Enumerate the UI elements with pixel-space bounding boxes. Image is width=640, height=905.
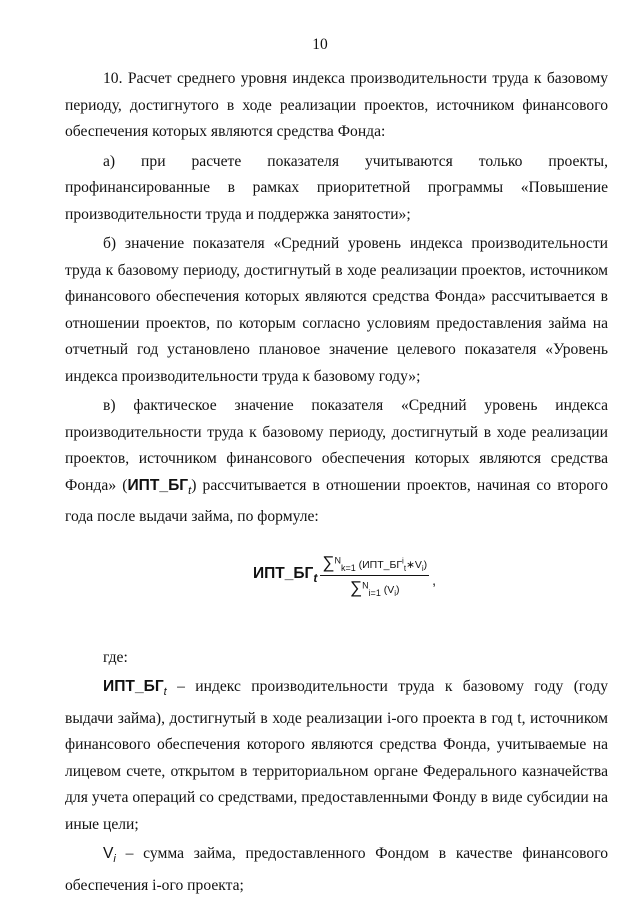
formula-denominator: ∑$^N_{i=1}$ $(V_i)$ (349, 577, 400, 598)
definition-term-v: $V_i$ (103, 845, 116, 866)
definition-ipt-bg: $ИПТ\_БГ_t$ – индекс производительности труда к базовому году (году выдачи займа), достигнутый в ходе реализации i-ого проекта в год t, источником финансового обеспечения которого являются средства Фонда, учитываемые на лицевом счете, открытом в территориальном органе Федерального казначейства для учета операций со средствами, предоставленными Фонду в виде субсидии на иные цели; (65, 678, 608, 833)
item-c-part2: ) рассчитывается в отношении проектов, начиная со второго года после выдачи займа, по формуле: (65, 476, 608, 526)
definition-term: $ИПТ\_БГ_t$ (103, 678, 167, 699)
item-a: а) при расчете показателя учитываются только проекты, профинансированные в рамках приоритетной программы «Повышение производительности труда и поддержка занятости»; (65, 152, 608, 223)
formula (253, 553, 436, 598)
formula-comma: , (432, 571, 437, 588)
formula-fraction (320, 553, 429, 598)
page-number: 10 (312, 36, 328, 53)
item-c-term: $ИПТ\_БГ_t$ (127, 476, 192, 497)
fraction-bar (320, 575, 429, 576)
document-body (65, 66, 608, 899)
where-label: где: (103, 648, 128, 666)
definition-v: $V_i$ – сумма займа, предоставленного Фондом в качестве финансового обеспечения i-ого проекта; (65, 845, 608, 894)
item-c-part1: в) фактическое значение показателя «Средний уровень индекса производительности труда к базовому периоду, достигнутый в ходе реализации проектов, источником финансового обеспечения которых являются средства Фонда» ( (65, 397, 608, 494)
item-b: б) значение показателя «Средний уровень индекса производительности труда к базовому периоду, достигнутый в ходе реализации проектов, источником финансового обеспечения которых являются средства Фонда» рассчитывается в отношении проектов, по которым согласно условиям предоставления займа на отчетный год установлено плановое значение целевого показателя «Уровень индекса производительности труда к базовому году»; (65, 235, 608, 385)
item-c (65, 393, 608, 531)
formula-numerator: ∑$^N_{k=1}$ $(ИПТ\_БГ^i_t∗V_i)$ (322, 552, 428, 573)
formula-block (65, 535, 608, 645)
section-10-heading: 10. Расчет среднего уровня индекса производительности труда к базовому периоду, достигнутого в ходе реализации проектов, источником финансового обеспечения которых являются средства Фонда: (65, 70, 608, 140)
formula-lhs: $ИПТ\_БГ_t$ (253, 565, 318, 586)
